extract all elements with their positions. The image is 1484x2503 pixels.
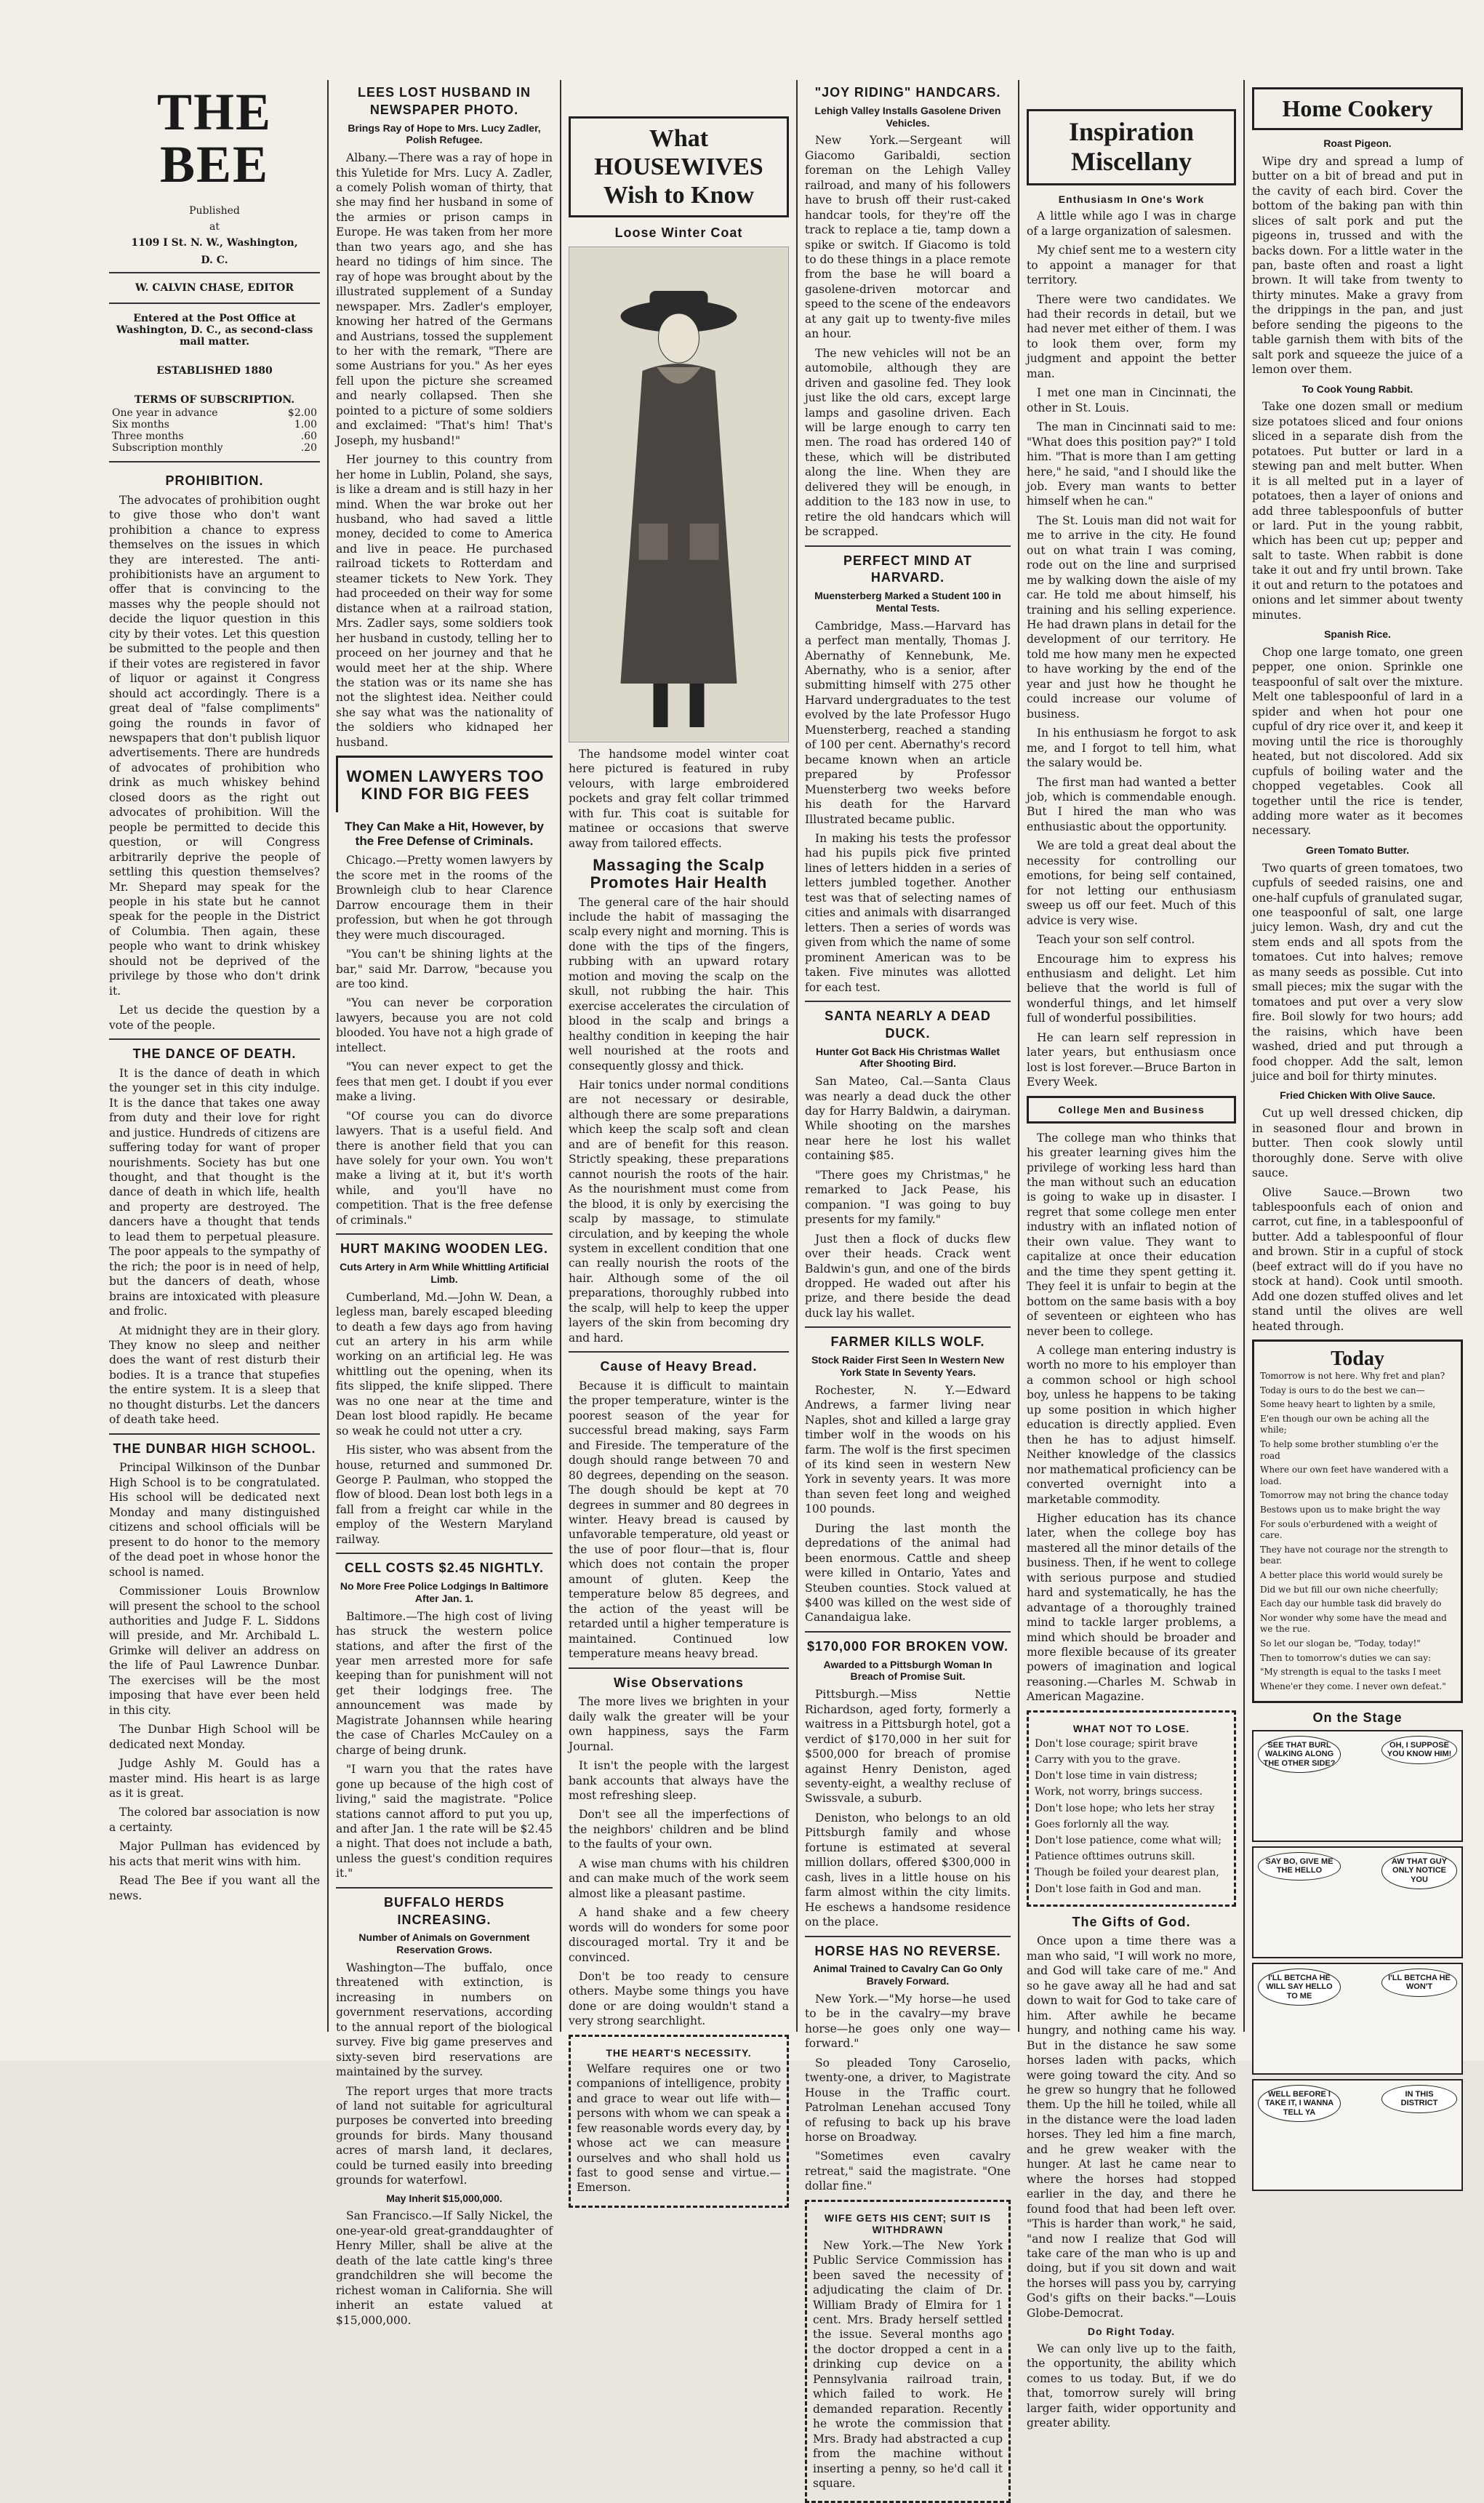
terms-price: $2.00 <box>287 407 317 419</box>
article-paragraph: "There goes my Christmas," he remarked to Jack Pease, his companion. "I was going to buy presents for my family." <box>805 1168 1011 1227</box>
recipe-young-rabbit <box>1252 383 1463 623</box>
article-cell-costs <box>336 1560 553 1881</box>
article-title: THE DUNBAR HIGH SCHOOL. <box>113 1441 316 1456</box>
article-title: HURT MAKING WOODEN LEG. <box>340 1241 548 1257</box>
article-paragraph: Don't be too ready to censure others. Maybe some things you have done or are doing wouldn't stand a very strong searchlight. <box>569 1969 789 2028</box>
article-lees-lost-husband <box>336 84 553 750</box>
article-title: Massaging the Scalp Promotes Hair Health <box>590 856 768 892</box>
poem-line: E'en though our own be aching all the while; <box>1260 1413 1429 1435</box>
section-title: Home Cookery <box>1282 95 1433 121</box>
comic-panel <box>1252 1730 1463 1842</box>
article-title: The Gifts of God. <box>1072 1914 1191 1929</box>
article-buffalo-herds <box>336 1894 553 2328</box>
article-scalp <box>569 857 789 1345</box>
poem-line: Don't lose patience, come what will; <box>1035 1834 1222 1846</box>
poem-line: Nor wonder why some have the mead and we the rue. <box>1260 1612 1447 1635</box>
article-paragraph: Major Pullman has evidenced by his acts that merit wins with him. <box>109 1840 320 1868</box>
article-title: WIFE GETS HIS CENT; SUIT IS WITHDRAWN <box>824 2211 992 2235</box>
article-paragraph: Hair tonics under normal conditions are not necessary or desirable, although there are some preparations which keep the scalp soft and clean and are of benefit for this reason. Strictly speaking, these preparations cannot nourish the roots of the hair. As the nourishment must come from the blood, it is only by exercising the scalp by massage, to stimulate circulation, and by keeping the whole system in excellent condition that one can really nourish the roots of the hair. Although some of the oil preparations, thoroughly rubbed into the scalp, will help to keep the upper layers of the skin from becoming dry and hard. <box>569 1078 789 1345</box>
terms-row <box>109 407 320 419</box>
masthead-entered: Entered at the Post Office at Washington, D. C., as second-class mail matter. <box>116 313 313 348</box>
article-paragraph: At midnight they are in their glory. They know no sleep and neither does the want of rest disturb their bodies. It is a trance that stupefies the entire system. It is a sleep that no thought disturbs. Let the dancers of death take heed. <box>109 1323 320 1427</box>
article-farmer-wolf <box>805 1334 1011 1625</box>
article-deck: Muensterberg Marked a Student 100 in Mental Tests. <box>814 590 1001 614</box>
article-paragraph: Teach your son self control. <box>1037 933 1195 947</box>
section-header-housewives <box>569 116 789 217</box>
article-paragraph: Albany.—There was a ray of hope in this Yuletide for Mrs. Lucy A. Zadler, a comely Polish woman of thirty, that she may find her husband in some of the armies or prison camps in Europe. He was taken from her more than two years ago, and she has heard no tidings of him since. The ray of hope was brought about by the illustrated supplement of a Sunday newspaper. Mrs. Zadler's employer, knowing her hatred of the Germans and Austrians, tossed the supplement to her with the remark, "There are some Austrians for you." As her eyes fell upon the picture she screamed and nearly collapsed. Then she pointed to a picture of some soldiers and exclaimed: "That's him! That's Joseph, my husband!" <box>336 151 553 447</box>
masthead-city: D. C. <box>201 255 228 266</box>
recipe-paragraph: Two quarts of green tomatoes, two cupfuls of seeded raisins, one and one-half cupfuls of granulated sugar, one teaspoonful of salt, one large juicy lemon. Wash, dry and cut the stem ends and all spots from the tomatoes. Cut into halves; remove as many seeds as possible. Cut into small pieces; mix the sugar with the tomatoes and put over a very slow fire. Boil slowly for two hours; add the raisins, which have been washed, dried and put through a food chopper. Add the salt, lemon juice and boil for thirty minutes. <box>1252 861 1463 1084</box>
terms-row <box>109 442 320 454</box>
comic-title: On the Stage <box>1312 1710 1403 1726</box>
masthead <box>109 83 320 462</box>
article-title: FARMER KILLS WOLF. <box>830 1334 985 1350</box>
article-college-men <box>1027 1131 1236 1705</box>
article-horse-reverse <box>805 1943 1011 2194</box>
article-paragraph: The new vehicles will not be an automobile, although they are driven and gasoline fed. They look just like the old cars, except large lamps and gasoline driven. Each will be large enough to carry ten men. The road has ordered 140 of these, which will be distributed along the line. When they are delivered they will be enough, in addition to the 183 now in use, to retire the old handcars which will be scrapped. <box>805 346 1011 539</box>
speech-bubble: SAY BO, GIVE ME THE HELLO <box>1258 1852 1341 1880</box>
article-deck: No More Free Police Lodgings In Baltimore After Jan. 1. <box>340 1580 549 1604</box>
article-title: Loose Winter Coat <box>614 225 743 241</box>
article-deck: Animal Trained to Cavalry Can Go Only Bravely Forward. <box>813 1963 1003 1987</box>
article-paragraph: The more lives we brighten in your daily walk the greater will be your own happiness, says the Farm Journal. <box>569 1695 789 1753</box>
terms-row <box>109 419 320 430</box>
article-paragraph: A college man entering industry is worth no more to his employer than a common school or high school boy, unless he happens to be taking up some position in which higher education is directly applied. Even then he has to adjust himself. Neither knowledge of the classics nor mathematical proficiency can be converted overnight into a marketable commodity. <box>1027 1343 1236 1506</box>
section-header-cookery <box>1252 87 1463 130</box>
poem-line: Though be foiled your dearest plan, <box>1035 1867 1219 1879</box>
poem-line: Tomorrow is not here. Why fret and plan? <box>1260 1371 1445 1382</box>
section-header-college <box>1027 1096 1236 1124</box>
recipe-title: Roast Pigeon. <box>1323 137 1392 149</box>
column-news-4 <box>805 80 1011 2491</box>
article-paragraph: The colored bar association is now a certainty. <box>109 1806 320 1834</box>
terms-row <box>109 430 320 442</box>
poem-line: Goes forlornly all the way. <box>1035 1818 1170 1830</box>
article-paragraph: His sister, who was absent from the house, returned and summoned Dr. George P. Paulman, who stopped the flow of blood. Dean lost both legs in a fall from a freight car while in the employ of the Western Maryland railway. <box>336 1443 553 1546</box>
article-paragraph: A little while ago I was in charge of a large organization of salesmen. <box>1027 209 1236 238</box>
article-paragraph: Baltimore.—The high cost of living has struck the western police stations, and after the first of the year men arrested more for safe keeping than for punishment will not get their lodgings free. The announcement was made by Magistrate Johannsen while hearing the case of Charles McCauley on a charge of being drunk. <box>336 1609 553 1757</box>
section-header-inspiration <box>1027 109 1236 185</box>
article-title: LEES LOST HUSBAND IN NEWSPAPER PHOTO. <box>357 85 531 117</box>
article-paragraph: Encourage him to express his enthusiasm and delight. Let him believe that the world is full of wonderful things, and let himself full of wonderful possibilities. <box>1027 952 1236 1025</box>
article-title: Wise Observations <box>614 1675 744 1690</box>
terms-title: TERMS OF SUBSCRIPTION. <box>134 394 295 406</box>
article-paragraph: It isn't the people with the largest bank accounts that always have the most refreshing sleep. <box>569 1759 789 1802</box>
recipe-paragraph: Cut up well dressed chicken, dip in seasoned flour and brown in butter. Then cook slowly until thoroughly done. Serve with olive sauce. <box>1252 1107 1463 1180</box>
article-paragraph: San Francisco.—If Sally Nickel, the one-year-old great-granddaughter of Henry Miller, shall be alive at the death of the late cattle king's three grandchildren she will become the richest woman in California. She will inherit an estate valued at $15,000,000. <box>336 2209 553 2327</box>
article-deck: Hunter Got Back His Christmas Wallet After Shooting Bird. <box>815 1045 1000 1070</box>
article-paragraph: There were two candidates. We had their records in detail, but we had never met either of them. I was to look them over, form my judgment and appoint the better man. <box>1027 292 1236 380</box>
terms-label: Subscription monthly <box>112 442 223 454</box>
speech-bubble: I'LL BETCHA HE WON'T <box>1381 1969 1457 1996</box>
article-title: PERFECT MIND AT HARVARD. <box>843 553 972 585</box>
article-gifts-of-god <box>1027 1914 1236 2431</box>
article-title: $170,000 FOR BROKEN VOW. <box>806 1638 1009 1654</box>
poem-today <box>1252 1339 1463 1703</box>
speech-bubble: AW THAT GUY ONLY NOTICE YOU <box>1381 1852 1457 1889</box>
fashion-illustration <box>569 247 789 742</box>
article-paragraph: Once upon a time there was a man who said, "I will work no more, and God will take care of me." And so he gave away all he had and sat down to wait for God to take care of him. After awhile he became hungry, and nothing came his way. But in the distance he saw some horses laden with packs, which were going toward the city. And so he grew so hungry that he followed them. Up the hill he toiled, while all in the distance were the load laden horses. They led him a fine march, and he grew weaker with the hunger. At last he came near to where the horses had stopped earlier in the day, and there he found food that had been left over. "This is harder than work," he said, "and now I realize that God will take care of the man who is up and doing, but if you sit down and wait the horses will pass you by, carrying God's gifts on their backs."—Louis Globe-Democrat. <box>1027 1934 1236 2320</box>
recipe-title: Fried Chicken With Olive Sauce. <box>1280 1089 1435 1102</box>
column-rule <box>560 80 561 2032</box>
recipe-title: Spanish Rice. <box>1324 628 1391 641</box>
poem-line: Some heavy heart to lighten by a smile, <box>1260 1399 1436 1410</box>
speech-bubble: WELL BEFORE I TAKE IT, I WANNA TELL YA <box>1258 2085 1341 2121</box>
column-rule <box>1243 80 1245 2032</box>
recipe-paragraph: Wipe dry and spread a lump of butter on a bit of bread and put in the cavity of each bird. Cover the bottom of the baking pan with thin slices of salt pork and put the pigeons in, trussed and with the backs down. For a little water in the pan, baste often and roast a light brown. It will take from twenty to thirty minutes. Make a gravy from the drippings in the pan, and just before sending the pigeons to the table garnish them with bits of the salt pork and squeeze the juice of a lemon over them. <box>1252 154 1463 377</box>
article-paragraph: In his enthusiasm he forgot to ask me, and I forgot to tell him, what the salary would be. <box>1027 726 1236 770</box>
article-paragraph: Let us decide the question by a vote of the people. <box>109 1004 320 1032</box>
article-paragraph: Welfare requires one or two companions of intelligence, probity and grace to wear out life with—persons with whom we can speak a few reasonable words every day, by whose act we can measure ourselves and who shall hold us fast to good sense and virtue.—Emerson. <box>577 2062 781 2195</box>
article-paragraph: Judge Ashly M. Gould has a master mind. His heart is as large as it is great. <box>109 1757 320 1800</box>
poem-line: Each day our humble task did bravely do <box>1260 1598 1442 1609</box>
article-paragraph: I met one man in Cincinnati, the other in St. Louis. <box>1027 386 1236 415</box>
recipe-fried-chicken <box>1252 1089 1463 1334</box>
box-wife-cent <box>805 2200 1011 2503</box>
article-paragraph: We can only live up to the faith, the opportunity, the ability which comes to us today. But, if we do that, tomorrow surely will bring larger faith, wider opportunity and greater ability. <box>1027 2342 1236 2430</box>
poem-line: Don't lose hope; who lets her stray <box>1035 1802 1215 1814</box>
poem-line: Don't lose faith in God and man. <box>1035 1883 1202 1895</box>
article-paragraph: In making his tests the professor had his pupils pick five printed lines of letters hidden in a series of letters jumbled together. Another test was that of selecting names of cities and animals with disarranged letters. Then a series of words was given from which the name of some prominent American was to be taken. Five minutes was allotted for each test. <box>805 832 1011 994</box>
article-paragraph: Don't see all the imperfections of the neighbors' children and be blind to the faults of your own. <box>569 1808 789 1851</box>
speech-bubble: OH, I SUPPOSE YOU KNOW HIM! <box>1381 1736 1457 1763</box>
column-home-cookery <box>1252 80 1463 2117</box>
article-paragraph: It is the dance of death in which the younger set in this city indulge. It is the dance that takes one away from duty and their love for right and justice. Hundreds of citizens are suffering today for want of proper nourishments. Society has but one thought, and that thought is the dance of death in which life, health and property are destroyed. The dancers have a thought that tends to lead them to perpetual pleasure. The poor appeals to the sympathy of the rich; the poor is in need of help, but the dancers of death, whose brains are intoxicated with pleasure and frolic. <box>109 1066 320 1318</box>
recipe-title: Green Tomato Butter. <box>1305 844 1410 856</box>
poem-line: Whene'er they come. I never own defeat." <box>1260 1681 1446 1691</box>
recipe-paragraph: Take one dozen small or medium size potatoes sliced and four onions sliced in a separate dish from the potatoes. Put butter or lard in a stewing pan and melt butter. When it is all melted put in a layer of potatoes, then a layer of onions and add three tablespoonfuls of butter or lard. Put in the young rabbit, which has been cut up; pepper and salt to taste. When rabbit is done take it out and fry until brown. Take it out and return to the potatoes and onions and let simmer about twenty minutes. <box>1252 400 1463 622</box>
article-dunbar-high-school <box>109 1441 320 1903</box>
poem-line: A better place this world would surely be <box>1260 1569 1443 1580</box>
article-paragraph: Commissioner Louis Brownlow will present the school to the school authorities and Judge F. L. Siddons will preside, and Mr. Archibald L. Grimke will deliver an address on the life of Paul Lawrence Dunbar. The exercises will be the most imposing that have ever been held in this city. <box>109 1585 320 1717</box>
article-women-lawyers <box>336 820 553 1228</box>
article-title: "JOY RIDING" HANDCARS. <box>814 85 1001 100</box>
box-hearts-necessity <box>569 2035 789 2208</box>
poem-title: WHAT NOT TO LOSE. <box>1072 1722 1190 1734</box>
article-paragraph: The college man who thinks that his greater learning gives him the privilege of working less hard than the man without such an education is going to wake up in disaster. I regret that some college men enter industry with an inflated notion of their own value. They want to capitalize at once their education and the time they spent getting it. They feel it is unfair to begin at the bottom on the same basis with a boy of seventeen or eighteen who has never been to college. <box>1027 1131 1236 1338</box>
terms-table <box>109 407 320 454</box>
article-paragraph: A wise man chums with his children and can make much of the work seem almost like a pleasant pastime. <box>569 1857 789 1900</box>
poem-line: Work, not worry, brings success. <box>1035 1786 1203 1798</box>
article-paragraph: Pittsburgh.—Miss Nettie Richardson, aged forty, formerly a waitress in a Pittsburgh hotel, got a verdict of $170,000 in her suit for $500,000 for breach of promise against Henry Deniston, aged seventy-eight, a wealthy recluse of Swissvale, a suburb. <box>805 1688 1011 1806</box>
article-wooden-leg <box>336 1241 553 1547</box>
terms-label: Three months <box>112 430 184 442</box>
terms-price: 1.00 <box>294 419 317 430</box>
column-editorial <box>109 80 320 2039</box>
article-winter-coat <box>569 225 789 851</box>
article-title: Enthusiasm In One's Work <box>1058 193 1205 205</box>
article-title: SANTA NEARLY A DEAD DUCK. <box>825 1009 991 1041</box>
recipe-paragraph: Olive Sauce.—Brown two tablespoonfuls each of onion and carrot, cut fine, in a tablespoonful of butter. Add a tablespoonful of flour and brown. Stir in a cupful of stock (beef extract will do if you have no stock at hand). Cook until smooth. Add one dozen stuffed olives and let stand until the olives are well heated through. <box>1252 1185 1463 1333</box>
speech-bubble: SEE THAT BURL WALKING ALONG THE OTHER SIDE? <box>1258 1736 1341 1772</box>
article-subtitle: May Inherit $15,000,000. <box>386 2192 502 2204</box>
poem-line: Today is ours to do the best we can— <box>1260 1385 1425 1395</box>
terms-label: Six months <box>112 419 169 430</box>
article-paragraph: Cumberland, Md.—John W. Dean, a legless man, barely escaped bleeding to death a few days ago from having cut an artery in his arm while working on an artificial leg. He was whittling out the opening, when its fits slipped, the knife slipped. There was no one near at the time and Dean lost blood rapidly. He became so weak he could not utter a cry. <box>336 1290 553 1438</box>
masthead-address: 1109 I St. N. W., Washington, <box>131 237 298 249</box>
article-paragraph: New York.—Sergeant will Giacomo Garibaldi, section foreman on the Lehigh Valley railroad, and many of his followers have to brush off their rust-caked handcar tools, for they're off the track to replace a tie, tamp down a spike or switch. If Giacomo is told to do these things in a place remote from the base he will board a gasolene-driven motorcar and speed to the scene of the endeavors at any gait up to twenty-five miles an hour. <box>805 134 1011 341</box>
article-subtitle: Do Right Today. <box>1087 2326 1176 2338</box>
article-prohibition <box>109 473 320 1033</box>
poem-what-not-to-lose <box>1027 1710 1236 1907</box>
article-wise-observations <box>569 1675 789 2029</box>
article-paragraph: He can learn self repression in later years, but enthusiasm once lost is lost forever.—Bruce Barton in Every Week. <box>1027 1030 1236 1089</box>
article-paragraph: Cambridge, Mass.—Harvard has a perfect man mentally, Thomas J. Abernathy of Kennebunk, Me. Abernathy, who is a senior, after submitting himself with 275 other Harvard undergraduates to the test evolved by the late Professor Hugo Muensterberg, reached a standing of 100 per cent. Abernathy's record became known when an article prepared by Professor Muensterberg two weeks before his death for the Harvard Illustrated became public. <box>805 619 1011 826</box>
article-paragraph: Her journey to this country from her home in Lublin, Poland, she says, is like a dream and is still hazy in her mind. When the war broke out her husband, who had saved a little money, decided to come to America and live in peace. He purchased railroad tickets to Rotterdam and steamer tickets to New York. They had proceeded on their way for some distance when at a railroad station, Mrs. Zadler says, some soldiers took her husband in custody, telling her to proceed on her journey and that he would meet her at the ship. Where the station was or its name she has not the slightest idea. Neither could she say what was the nationality of the soldiers who kidnaped her husband. <box>336 453 553 749</box>
speech-bubble: I'LL BETCHA HE WILL SAY HELLO TO ME <box>1258 1969 1341 2005</box>
recipe-spanish-rice <box>1252 628 1463 838</box>
article-deck: Cuts Artery in Arm While Whittling Artificial Limb. <box>340 1261 549 1285</box>
poem-line: Where our own feet have wandered with a load. <box>1260 1465 1449 1486</box>
poem-line: So let our slogan be, "Today, today!" <box>1260 1638 1421 1649</box>
article-paragraph: The man in Cincinnati said to me: "What does this position pay?" I told him. "That is more than I am getting here," he said, "and I should like the job. Every man wants to better himself when he can." <box>1027 420 1236 508</box>
comic-panel <box>1252 2079 1463 2191</box>
article-paragraph: "You can never expect to get the fees that men get. I doubt if you ever make a living. <box>336 1060 553 1104</box>
poem-line: Carry with you to the grave. <box>1035 1754 1181 1766</box>
poem-title: Today <box>1331 1347 1384 1371</box>
column-rule <box>1018 80 1019 2032</box>
article-paragraph: Principal Wilkinson of the Dunbar High School is to be congratulated. His school will be dedicated next Monday and many distinguished citizens and school officials will be present to do honor to the memory of the dead poet in whose honor the school is named. <box>109 1461 320 1579</box>
poem-line: Did we but fill our own niche cheerfully; <box>1260 1584 1439 1595</box>
article-title: THE DANCE OF DEATH. <box>132 1046 297 1062</box>
comic-panel <box>1252 1846 1463 1958</box>
article-deck: Brings Ray of Hope to Mrs. Lucy Zadler, Polish Refugee. <box>348 121 541 146</box>
terms-price: .20 <box>300 442 317 454</box>
article-title: HORSE HAS NO REVERSE. <box>814 1943 1001 1958</box>
woman-in-coat-illustration <box>569 247 788 742</box>
article-paragraph: New York.—The New York Public Service Commission has been saved the necessity of adjudicating the claim of Dr. William Brady of Elmira for 1 cent. Mrs. Brady herself settled the issue. Several months ago the doctor dropped a cent in a drinking cup device on a Pennsylvania railroad train, which failed to work. He demanded reparation. Recently he wrote the commission that Mrs. Brady had abstracted a cup from the machine without inserting a penny, so he'd call it square. <box>813 2238 1003 2491</box>
poem-line: Don't lose time in vain distress; <box>1035 1770 1198 1782</box>
article-deck: They Can Make a Hit, However, by the Free Defense of Criminals. <box>345 819 544 848</box>
masthead-title: THE BEE <box>156 83 273 193</box>
article-paragraph: The first man had wanted a better job, which is commendable enough. But I hired the man who was enthusiastic about the opportunity. <box>1027 775 1236 833</box>
article-santa-duck <box>805 1008 1011 1321</box>
article-deck: Number of Animals on Government Reservation Grows. <box>358 1931 530 1956</box>
speech-bubble: IN THIS DISTRICT <box>1381 2085 1457 2112</box>
column-housewives <box>569 80 789 2195</box>
article-paragraph: Because it is difficult to maintain the proper temperature, winter is the poorest season of the year for successful bread making, says Farm and Fireside. The temperature of the dough should range between 70 and 80 degrees, depending on the season. The dough should be kept at 70 degrees in summer and 80 degrees in winter. Heavy bread is caused by unfavorable temperature, old yeast or the use of poor flour—that is, flour which does not contain the proper amount of gluten. Keep the temperature below 85 degrees, and the action of the yeast will be retarded until a higher temperature is maintained. Continued low temperature means heavy bread. <box>569 1379 789 1661</box>
article-title: Cause of Heavy Bread. <box>600 1359 758 1374</box>
article-paragraph: Just then a flock of ducks flew over their heads. Crack went Baldwin's gun, and one of the birds dropped. He waded out after his prize, and there beside the dead duck lay his wallet. <box>805 1232 1011 1320</box>
poem-line: Patience ofttimes outruns skill. <box>1035 1851 1195 1863</box>
article-title: PROHIBITION. <box>165 473 264 488</box>
column-news-2 <box>336 80 553 2327</box>
section-title: What HOUSEWIVES Wish to Know <box>594 125 763 209</box>
column-rule <box>327 80 329 2032</box>
column-rule <box>796 80 798 2032</box>
article-paragraph: Higher education has its chance later, when the college boy has mastered all the minor details of the business. Then, if he went to college with serious purpose and studied hard and systematically, he has the advantage of a thoroughly trained mind to tackle larger problems, a mind which should be broader and more flexible because of its greater powers of imagination and logical reasoning.—Charles M. Schwab in American Magazine. <box>1027 1511 1236 1704</box>
article-deck: Stock Raider First Seen In Western New York State In Seventy Years. <box>811 1354 1005 1378</box>
poem-line: Bestows upon us to make bright the way <box>1260 1505 1440 1515</box>
article-paragraph: We are told a great deal about the necessity for controlling our emotions, for being self contained, for not letting our enthusiasm sweep us off our feet. Much of this advice is very wise. <box>1027 839 1236 927</box>
article-paragraph: Chicago.—Pretty women lawyers by the score met in the rooms of the Brownleigh club to hear Clarence Darrow encourage them in their profession, but when he got through they were much discouraged. <box>336 854 553 942</box>
masthead-published: Published <box>189 205 240 217</box>
article-paragraph: "You can't be shining lights at the bar," said Mr. Darrow, "because you are too kind. <box>336 948 553 990</box>
article-paragraph: "Of course you can do divorce lawyers. That is a useful field. And there is another field that you can have solely for your own. You won't make a living at it, but it's worth while, and you'll have no competition. That is the free defense of criminals." <box>336 1109 553 1227</box>
article-paragraph: The report urges that more tracts of land not suitable for agricultural purposes be converted into breeding grounds for birds. Many thousand acres of marsh land, it declares, could be turned easily into breeding grounds for waterfowl. <box>336 2084 553 2187</box>
article-title: CELL COSTS $2.45 NIGHTLY. <box>344 1561 545 1576</box>
poem-line: Then to tomorrow's duties we can say: <box>1260 1652 1432 1663</box>
poem-line: For souls o'erburdened with a weight of care. <box>1260 1518 1437 1541</box>
masthead-established: ESTABLISHED 1880 <box>156 365 273 377</box>
poem-line: They have not courage nor the strength to bear. <box>1260 1544 1448 1566</box>
article-paragraph: During the last month the depredations of the animal had been enormous. Cattle and sheep were killed in Ontario, Yates and Steuben counties. Stock valued at $400 was killed on the west side of Canandaigua lake. <box>805 1521 1011 1625</box>
article-paragraph: So pleaded Tony Caroselio, twenty-one, a driver, to Magistrate House in the Traffic court. Patrolman Lenehan accused Tony of refusing to back up his brave horse on Broadway. <box>805 2056 1011 2144</box>
recipe-title: To Cook Young Rabbit. <box>1301 383 1413 395</box>
column-inspiration <box>1027 80 1236 2430</box>
article-title: BUFFALO HERDS INCREASING. <box>384 1894 505 1927</box>
article-title: WOMEN LAWYERS TOO KIND FOR BIG FEES <box>346 767 545 804</box>
masthead-published-at: at <box>209 221 220 233</box>
section-title: Inspiration Miscellany <box>1068 117 1195 177</box>
recipe-paragraph: Chop one large tomato, one green pepper, one onion. Sprinkle one teaspoonful of salt over the mixture. Melt one tablespoonful of lard in a spider and when hot pour one cupful of dry rice over it, and keep it moving until the rice is thoroughly heated, but not discolored. Add six cupfuls of boiling water and the chopped vegetables. Cook all together until the rice is tender, adding more water as it becomes necessary. <box>1252 645 1463 838</box>
terms-label: One year in advance <box>112 407 218 419</box>
recipe-roast-pigeon <box>1252 137 1463 377</box>
article-perfect-mind <box>805 553 1011 995</box>
article-title: College Men and Business <box>1058 1103 1205 1116</box>
article-enthusiasm <box>1027 193 1236 1090</box>
article-paragraph: "You can never be corporation lawyers, because you are not cold blooded. You have not a high grade of intellect. <box>336 996 553 1054</box>
article-title: THE HEART'S NECESSITY. <box>606 2046 752 2059</box>
comic-on-the-stage <box>1252 1710 1463 2191</box>
article-paragraph: Rochester, N. Y.—Edward Andrews, a farmer living near Naples, shot and killed a large gray timber wolf in the woods on his farm. The wolf is the first specimen of its kind seen in western New York in seventy years. It was more than seven feet long and weighed 100 pounds. <box>805 1383 1011 1516</box>
article-paragraph: New York.—"My horse—he used to be in the cavalry—my brave horse—he goes only one way—forward." <box>805 1992 1011 2051</box>
headline-box-lawyers <box>336 756 553 812</box>
article-paragraph: The handsome model winter coat here pictured is featured in ruby velours, with large embroidered pockets and gray felt collar trimmed with fur. This coat is suitable for matinee or occasions that swerve away from tailored effects. <box>569 748 789 850</box>
poem-line: To help some brother stumbling o'er the road <box>1260 1439 1439 1461</box>
article-paragraph: "I warn you that the rates have gone up because of the high cost of living," said the magistrate. "Police stations cannot afford to put you up, and after Jan. 1 the rate will be $2.45 a night. That does not include a bath, unless the guest's condition requires it." <box>336 1763 553 1881</box>
article-broken-vow <box>805 1638 1011 1930</box>
article-dance-of-death <box>109 1046 320 1427</box>
article-paragraph: The advocates of prohibition ought to give those who don't want prohibition a chance to express themselves on the issues in which they are interested. The anti-prohibitionists have an argument to offer that is convincing to the masses why the people should not decide the liquor question in this city by their votes. Let this question be submitted to the people and then if their votes are registered in favor of liquor or against it Congress should act accordingly. There is a great deal of "false compliments" going the rounds in favor of newspapers that don't publish liquor advertisements. There are hundreds of advocates of prohibition who drink as much whiskey behind closed doors as the right out advocates of prohibition. Will the people be permitted to decide this question, or will Congress arbitrarily deprive the people of settling this question themselves? Mr. Shepard may speak for the people in his state but he cannot speak for the people in the District of Columbia. Then again, these people who want to drink whiskey should not be deprived of the privilege by those who don't drink it. <box>109 493 320 998</box>
article-deck: Lehigh Valley Installs Gasolene Driven Vehicles. <box>814 104 1001 129</box>
article-deck: Awarded to a Pittsburgh Woman In Breach of Promise Suit. <box>823 1658 992 1683</box>
article-paragraph: A hand shake and a few cheery words will do wonders for some poor discouraged mortal. Try it and be convinced. <box>569 1906 789 1964</box>
recipe-green-tomato-butter <box>1252 844 1463 1084</box>
masthead-editor: W. CALVIN CHASE, EDITOR <box>135 282 294 294</box>
article-heavy-bread <box>569 1358 789 1661</box>
article-paragraph: San Mateo, Cal.—Santa Claus was nearly a dead duck the other day for Harry Baldwin, a dairyman. While shooting on the marshes near here he lost his wallet containing $85. <box>805 1075 1011 1163</box>
terms-price: .60 <box>300 430 317 442</box>
article-paragraph: Washington—The buffalo, once threatened with extinction, is increasing in numbers on government reservations, according to the annual report of the biological survey. Five big game preserves and sixty-seven bird reservations are maintained by the survey. <box>336 1961 553 2079</box>
article-paragraph: "Sometimes even cavalry retreat," said the magistrate. "One dollar fine." <box>805 2150 1011 2193</box>
article-paragraph: Deniston, who belongs to an old Pittsburgh family and whose fortune is estimated at several million dollars, offered $300,000 in cash, lives in a little house on his farm almost within the city limits. He eschews a handsome residence on the place. <box>805 1811 1011 1929</box>
article-handcars <box>805 84 1011 540</box>
article-paragraph: Read The Bee if you want all the news. <box>109 1874 320 1902</box>
article-paragraph: The St. Louis man did not wait for me to arrive in the city. He found out on what train I was coming, rode out on the line and surprised me by walking down the aisle of my car. He told me about himself, his training and his selling experience. He had drawn plans in detail for the development of our territory. He told me how many men he expected to have working by the end of the year and just how he thought he could increase our volume of business. <box>1027 513 1236 721</box>
article-paragraph: My chief sent me to a western city to appoint a manager for that territory. <box>1027 244 1236 287</box>
article-paragraph: The general care of the hair should include the habit of massaging the scalp every night and morning. This is done with the tips of the fingers, rubbing with an upward rotary motion and moving the scalp on the skull, not rubbing the hair. This exercise accelerates the circulation of blood in the scalp and brings a healthy condition in keeping the hair well nourished at the roots and consequently glossy and thick. <box>569 895 789 1073</box>
article-paragraph: The Dunbar High School will be dedicated next Monday. <box>109 1723 320 1751</box>
poem-line: Don't lose courage; spirit brave <box>1035 1737 1198 1750</box>
comic-panel <box>1252 1963 1463 2075</box>
poem-line: Tomorrow may not bring the chance today <box>1260 1490 1448 1501</box>
poem-line: "My strength is equal to the tasks I meet <box>1260 1667 1441 1678</box>
